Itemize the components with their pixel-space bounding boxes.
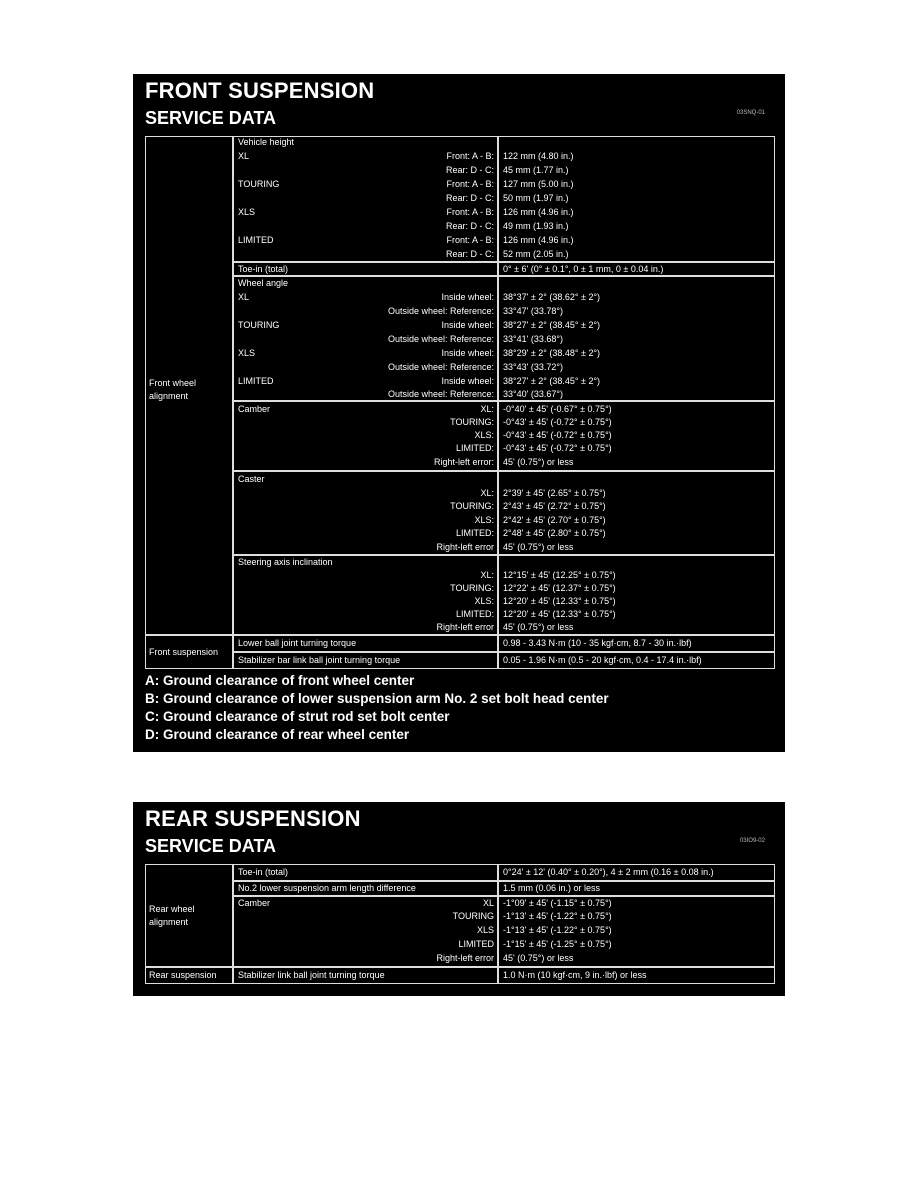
vh-value: 50 mm (1.97 in.) — [503, 193, 569, 203]
wa-model: LIMITED — [238, 376, 274, 386]
wa-position: Outside wheel: Reference: — [387, 389, 494, 399]
caster-value: 2°48' ± 45' (2.80° ± 0.75°) — [503, 528, 606, 538]
wa-value: 33°47' (33.78°) — [503, 306, 563, 316]
rear-camber-model-label: XLS — [476, 925, 494, 935]
front-figure-code: 03SNQ-01 — [736, 110, 765, 116]
rear-camber-model-label: TOURING — [452, 911, 494, 921]
camber-header: Camber — [238, 404, 271, 414]
sai-model-label: LIMITED: — [455, 609, 494, 619]
vh-model: XLS — [238, 207, 256, 217]
front-suspension-panel — [133, 74, 785, 752]
camber-model-label: TOURING: — [450, 417, 494, 427]
caster-header: Caster — [238, 474, 265, 484]
caster-model-label: XLS: — [474, 515, 494, 525]
sai-value: 45' (0.75°) or less — [503, 622, 574, 632]
rear-camber-value: -1°15' ± 45' (-1.25° ± 0.75°) — [503, 939, 612, 949]
wa-value: 38°29' ± 2° (38.48° ± 2°) — [503, 348, 601, 358]
caster-model-label: XL: — [480, 488, 494, 498]
vh-position: Front: A - B: — [446, 207, 494, 217]
vh-value: 52 mm (2.05 in.) — [503, 249, 569, 259]
group-label-front-suspension: Front suspension — [149, 647, 219, 657]
caster-model-label: LIMITED: — [455, 528, 494, 538]
wa-position: Inside wheel: — [441, 376, 494, 386]
rear-toe-label: Toe-in (total) — [238, 867, 289, 877]
vh-position: Front: A - B: — [446, 179, 494, 189]
vh-value: 49 mm (1.93 in.) — [503, 221, 569, 231]
camber-value: -0°43' ± 45' (-0.72° ± 0.75°) — [503, 430, 612, 440]
camber-model-label: Right-left error: — [433, 457, 494, 467]
wa-model: XL — [238, 292, 250, 302]
sai-model-label: Right-left error — [436, 622, 494, 632]
caster-value: 45' (0.75°) or less — [503, 542, 574, 552]
wa-position: Outside wheel: Reference: — [387, 334, 494, 344]
vh-model: TOURING — [238, 179, 280, 189]
vh-value: 126 mm (4.96 in.) — [503, 235, 574, 245]
rear-title: REAR SUSPENSION — [145, 806, 361, 831]
vh-position: Front: A - B: — [446, 235, 494, 245]
camber-value: -0°43' ± 45' (-0.72° ± 0.75°) — [503, 443, 612, 453]
wa-position: Inside wheel: — [441, 320, 494, 330]
wa-position: Outside wheel: Reference: — [387, 362, 494, 372]
rear-suspension-panel — [133, 802, 785, 996]
stabilizer-label: Stabilizer bar link ball joint turning torque — [238, 655, 401, 665]
toe-in-label: Toe-in (total) — [238, 264, 289, 274]
group-cell-front-suspension — [145, 635, 233, 669]
lower-ball-label: Lower ball joint turning torque — [238, 638, 357, 648]
front-subtitle: SERVICE DATA — [145, 108, 277, 128]
legend-item: A: Ground clearance of front wheel center — [145, 673, 415, 688]
camber-value: -0°43' ± 45' (-0.72° ± 0.75°) — [503, 417, 612, 427]
rear-camber-model-label: LIMITED — [458, 939, 494, 949]
camber-model-label: XLS: — [474, 430, 494, 440]
caster-model-label: TOURING: — [450, 501, 494, 511]
wa-model: XLS — [238, 348, 256, 358]
wa-value: 38°27' ± 2° (38.45° ± 2°) — [503, 376, 601, 386]
front-title: FRONT SUSPENSION — [145, 78, 375, 103]
rear-arm-value: 1.5 mm (0.06 in.) or less — [503, 883, 601, 893]
wa-value: 38°27' ± 2° (38.45° ± 2°) — [503, 320, 601, 330]
sai-value: 12°20' ± 45' (12.33° ± 0.75°) — [503, 609, 616, 619]
wa-value: 33°43' (33.72°) — [503, 362, 563, 372]
sai-value: 12°15' ± 45' (12.25° ± 0.75°) — [503, 570, 616, 580]
group-cell-front-alignment — [145, 136, 233, 635]
rear-camber-value: -1°13' ± 45' (-1.22° ± 0.75°) — [503, 911, 612, 921]
camber-model-label: XL: — [480, 404, 494, 414]
camber-value: -0°40' ± 45' (-0.67° ± 0.75°) — [503, 404, 612, 414]
sai-model-label: XL: — [480, 570, 494, 580]
wa-model: TOURING — [238, 320, 280, 330]
group-cell-rear-alignment — [145, 864, 233, 967]
rear-figure-code: 03IO9-02 — [739, 838, 765, 844]
vh-position: Rear: D - C: — [445, 221, 494, 231]
caster-value: 2°42' ± 45' (2.70° ± 0.75°) — [503, 515, 606, 525]
rear-toe-value: 0°24' ± 12' (0.40° ± 0.20°), 4 ± 2 mm (0.16 ± 0.08 in.) — [503, 867, 714, 877]
legend-item: C: Ground clearance of strut rod set bolt center — [145, 709, 450, 724]
caster-value: 2°43' ± 45' (2.72° ± 0.75°) — [503, 501, 606, 511]
steering-axis-header: Steering axis inclination — [238, 557, 333, 567]
front-service-table — [145, 136, 775, 669]
wheel-angle-header: Wheel angle — [238, 278, 289, 288]
rear-stabilizer-label: Stabilizer link ball joint turning torque — [238, 970, 385, 980]
wa-value: 33°41' (33.68°) — [503, 334, 563, 344]
wa-position: Inside wheel: — [441, 348, 494, 358]
caster-model-label: Right-left error — [436, 542, 494, 552]
rear-arm-label: No.2 lower suspension arm length difference — [238, 883, 416, 893]
vh-position: Rear: D - C: — [445, 165, 494, 175]
rear-camber-model-label: XL — [482, 898, 494, 908]
vh-value: 122 mm (4.80 in.) — [503, 151, 574, 161]
rear-camber-model-label: Right-left error — [436, 953, 494, 963]
rear-camber-value: -1°09' ± 45' (-1.15° ± 0.75°) — [503, 898, 612, 908]
toe-in-value: 0° ± 6' (0° ± 0.1°, 0 ± 1 mm, 0 ± 0.04 in.) — [503, 264, 664, 274]
vh-value: 45 mm (1.77 in.) — [503, 165, 569, 175]
caster-value: 2°39' ± 45' (2.65° ± 0.75°) — [503, 488, 606, 498]
vh-position: Rear: D - C: — [445, 249, 494, 259]
group-label-rear-suspension: Rear suspension — [149, 970, 217, 980]
rear-service-table — [145, 864, 775, 984]
wa-value: 38°37' ± 2° (38.62° ± 2°) — [503, 292, 601, 302]
lower-ball-value: 0.98 - 3.43 N·m (10 - 35 kgf·cm, 8.7 - 30 in.·lbf) — [503, 638, 692, 648]
sai-value: 12°20' ± 45' (12.33° ± 0.75°) — [503, 596, 616, 606]
vh-value: 127 mm (5.00 in.) — [503, 179, 574, 189]
wa-position: Outside wheel: Reference: — [387, 306, 494, 316]
legend-item: B: Ground clearance of lower suspension arm No. 2 set bolt head center — [145, 691, 609, 706]
vh-model: XL — [238, 151, 250, 161]
sai-model-label: XLS: — [474, 596, 494, 606]
wa-value: 33°40' (33.67°) — [503, 389, 563, 399]
camber-value: 45' (0.75°) or less — [503, 457, 574, 467]
stabilizer-value: 0.05 - 1.96 N·m (0.5 - 20 kgf·cm, 0.4 - 17.4 in.·lbf) — [503, 655, 702, 665]
rear-stabilizer-value: 1.0 N·m (10 kgf·cm, 9 in.·lbf) or less — [503, 970, 647, 980]
rear-subtitle: SERVICE DATA — [145, 836, 277, 856]
vehicle-height-header: Vehicle height — [238, 137, 295, 147]
sai-model-label: TOURING: — [450, 583, 494, 593]
vh-model: LIMITED — [238, 235, 274, 245]
vh-position: Rear: D - C: — [445, 193, 494, 203]
camber-model-label: LIMITED: — [455, 443, 494, 453]
group-cell-rear-suspension — [145, 967, 233, 984]
vh-value: 126 mm (4.96 in.) — [503, 207, 574, 217]
rear-camber-value: 45' (0.75°) or less — [503, 953, 574, 963]
vh-position: Front: A - B: — [446, 151, 494, 161]
sai-value: 12°22' ± 45' (12.37° ± 0.75°) — [503, 583, 616, 593]
group-label-rear-alignment: Rear wheel alignment — [149, 904, 195, 927]
wa-position: Inside wheel: — [441, 292, 494, 302]
group-label-front-alignment: Front wheel alignment — [149, 378, 197, 401]
rear-camber-value: -1°13' ± 45' (-1.22° ± 0.75°) — [503, 925, 612, 935]
legend-item: D: Ground clearance of rear wheel center — [145, 727, 410, 742]
rear-camber-header: Camber — [238, 898, 271, 908]
